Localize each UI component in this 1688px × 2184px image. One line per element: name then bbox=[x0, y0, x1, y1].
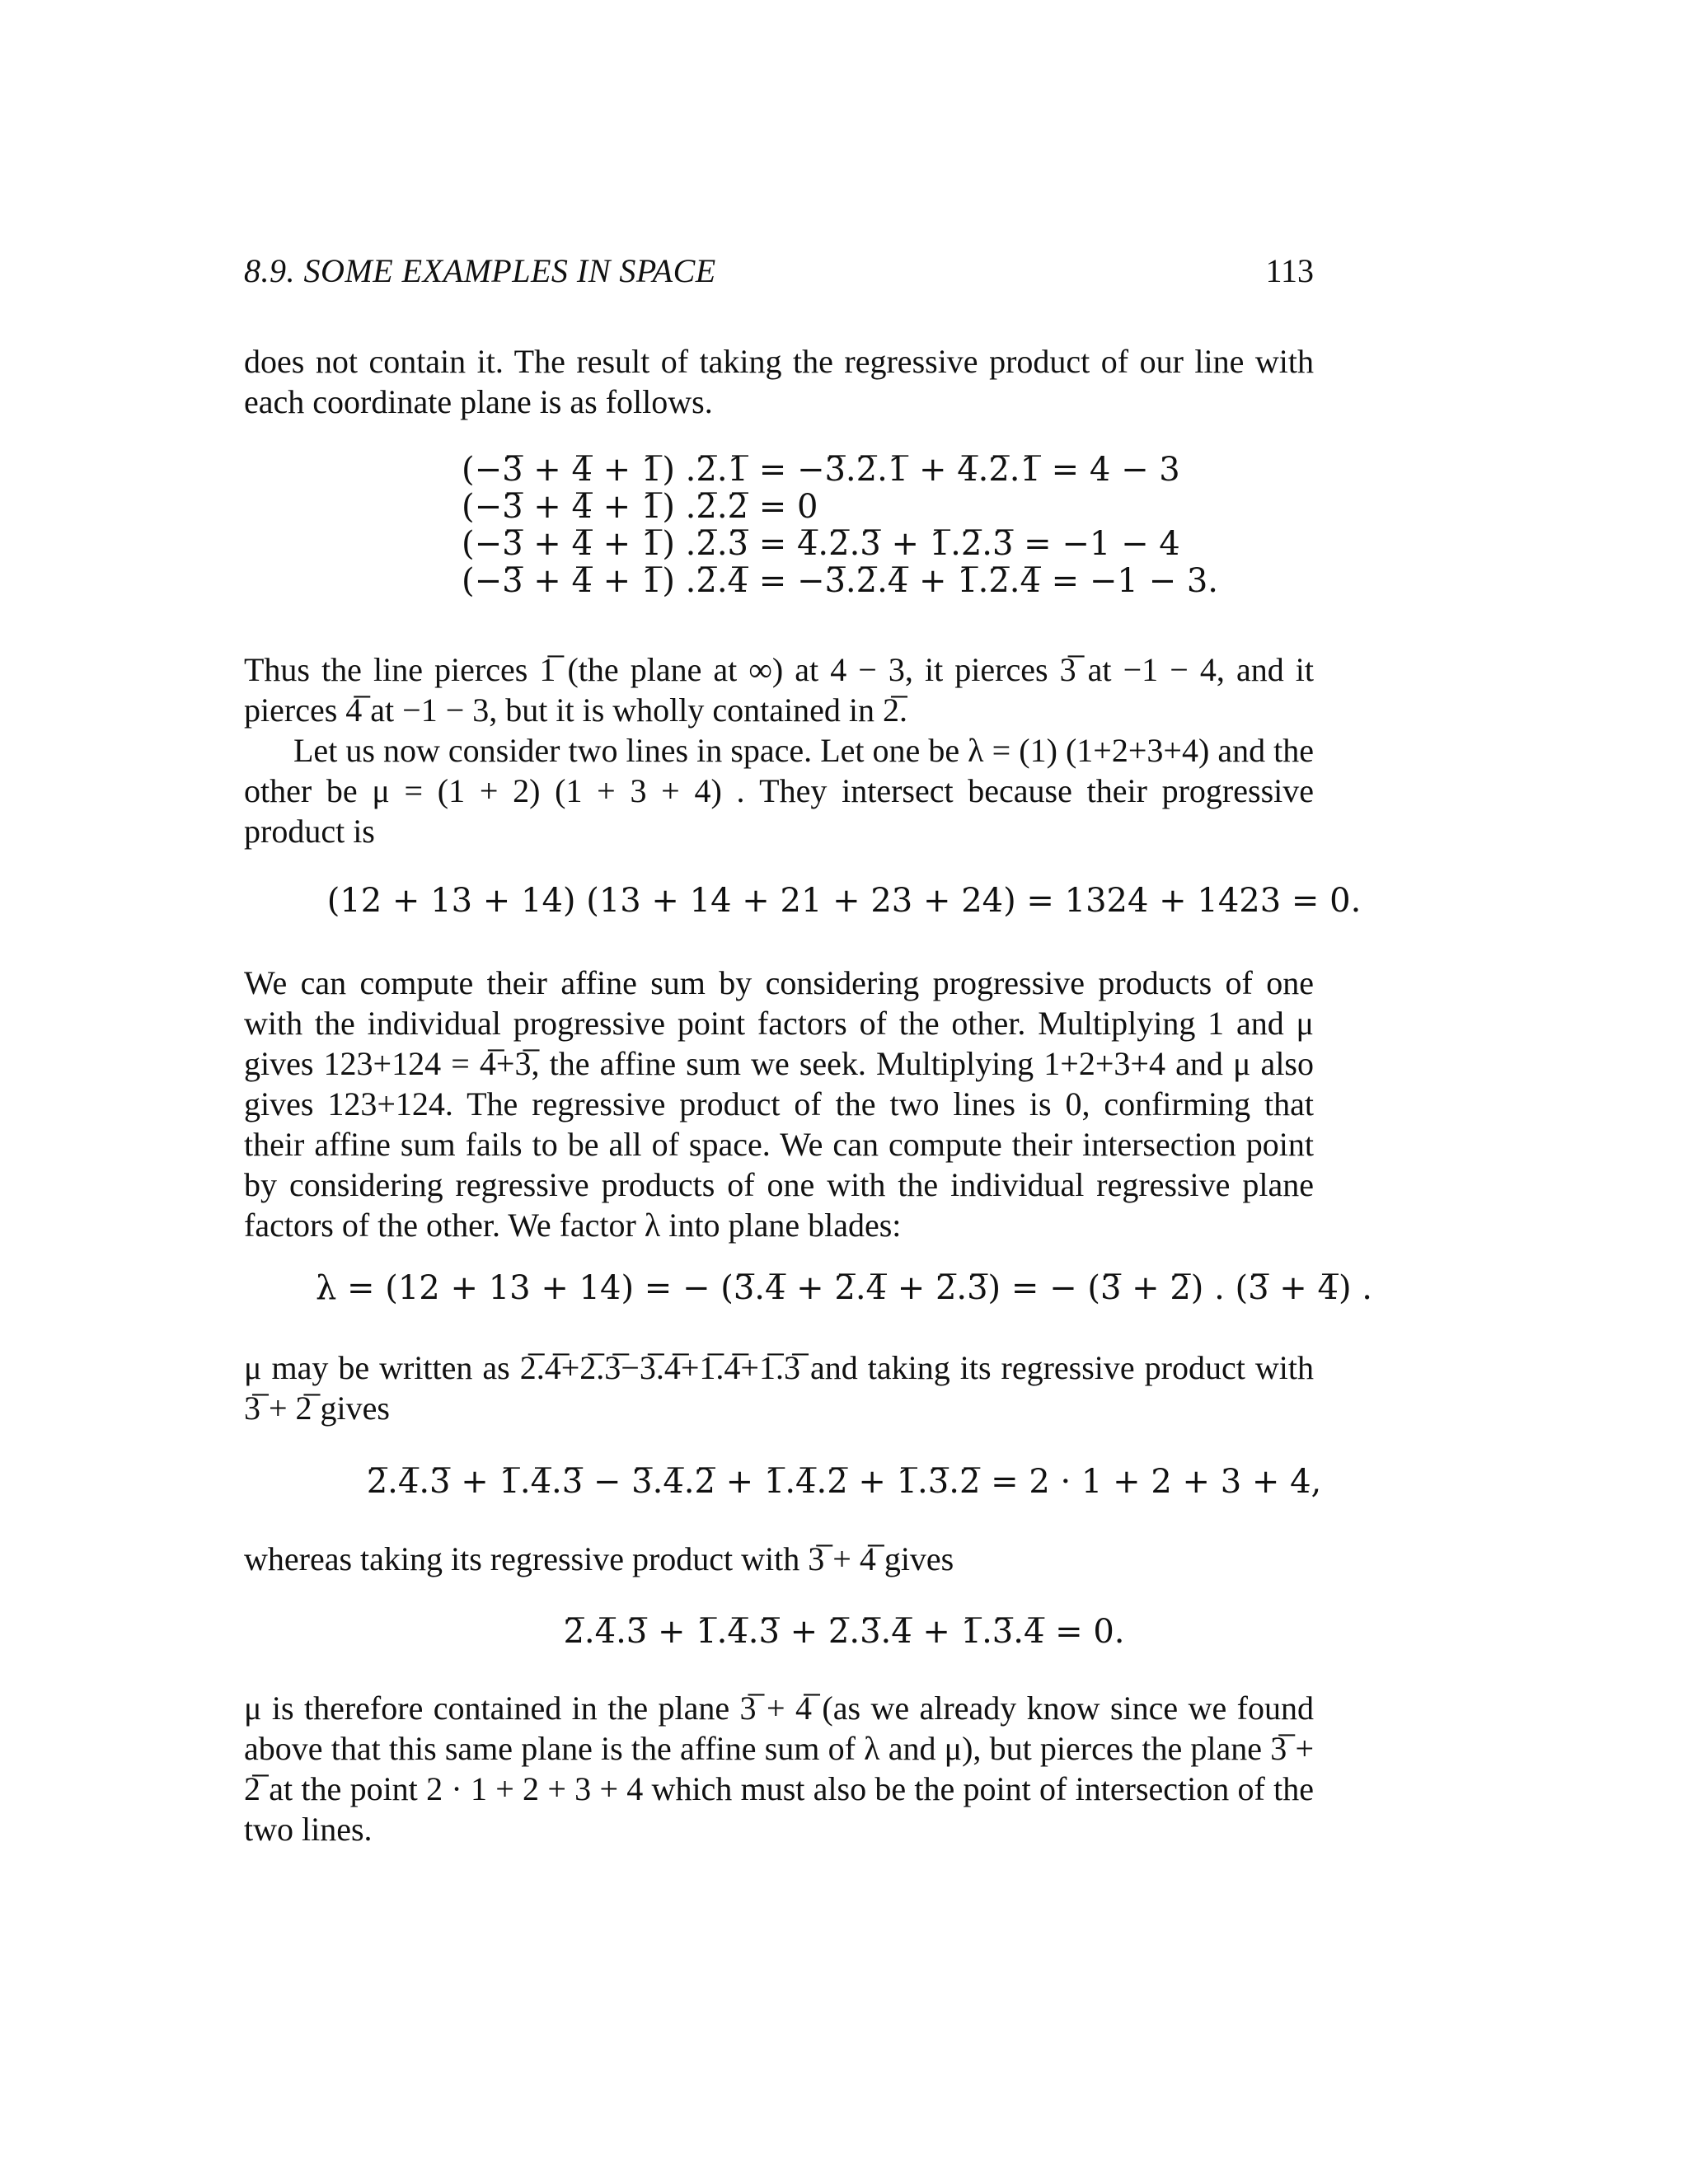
paragraph-pierces bbox=[244, 649, 1314, 851]
paragraph-conclusion: μ is therefore contained in the plane 3̅ + 4̅ (as we already know since we found above that this same plane is the affine sum of λ and μ), but pierces the plane 3̅ + 2̅ at the point 2 · 1 + 2 + 3 + 4 which must also be the point of intersection of the two lines. bbox=[244, 1690, 1314, 1848]
paragraph-affine-sum: We can compute their affine sum by considering progressive products of one with the individual progressive point factors of the other. Multiplying 1 and μ gives 123+124 = 4̅+3̅, the affine sum we seek. Multiplying 1+2+3+4 and μ also gives 123+124. The regressive product of the two lines is 0, confirming that their affine sum fails to be all of space. We can compute their intersection point by considering regressive products of one with the individual regressive plane factors of the other. We factor λ into plane blades: bbox=[244, 964, 1314, 1244]
display-equation-mu-times-3-4: 2̅.4̅.3̅ + 1̅.4̅.3̅ + 2̅.3̅.4̅ + 1̅.3̅.4̅ = 0. bbox=[563, 1613, 1125, 1651]
paragraph-pierces-text: Thus the line pierces 1̅ (the plane at ∞) at 4 − 3, it pierces 3̅ at −1 − 4, and it pierces 4̅ at −1 − 3, but it is wholly contained in 2̅. bbox=[244, 651, 1314, 729]
display-equation-progressive-product: (12 + 13 + 14) (13 + 14 + 21 + 23 + 24) = 1324 + 1423 = 0. bbox=[326, 882, 1362, 920]
equation-line: (−3̅ + 4̅ + 1̅) .2̅.1̅ = −3̅.2̅.1̅ + 4̅.2̅.1̅ = 4 − 3 bbox=[462, 451, 1180, 489]
paragraph-intro: does not contain it. The result of taking the regressive product of our line with each coordinate plane is as follows. bbox=[244, 343, 1314, 420]
paragraph-two-lines: Let us now consider two lines in space. Let one be λ = (1) (1+2+3+4) and the other be μ = (1 + 2) (1 + 3 + 4) . They intersect because their progressive product is bbox=[244, 732, 1314, 850]
display-equation-mu-times-3-2: 2̅.4̅.3̅ + 1̅.4̅.3̅ − 3̅.4̅.2̅ + 1̅.4̅.2̅ + 1̅.3̅.2̅ = 2 · 1 + 2 + 3 + 4, bbox=[366, 1463, 1322, 1501]
equation-line: (−3̅ + 4̅ + 1̅) .2̅.2̅ = 0 bbox=[462, 488, 818, 526]
coordinate-plane-equations bbox=[462, 452, 1218, 600]
paragraph-whereas: whereas taking its regressive product with 3̅ + 4̅ gives bbox=[244, 1540, 954, 1577]
paragraph-mu-written: μ may be written as 2̅.4̅+2̅.3̅−3̅.4̅+1̅.4̅+1̅.3̅ and taking its regressive product with 3̅ + 2̅ gives bbox=[244, 1349, 1314, 1427]
equation-line: (−3̅ + 4̅ + 1̅) .2̅.4̅ = −3̅.2̅.4̅ + 1̅.2̅.4̅ = −1 − 3. bbox=[462, 562, 1218, 600]
running-header-title: 8.9. SOME EXAMPLES IN SPACE bbox=[244, 252, 716, 289]
display-equation-lambda-factor: λ = (12 + 13 + 14) = − (3̅.4̅ + 2̅.4̅ + 2̅.3̅) = − (3̅ + 2̅) . (3̅ + 4̅) . bbox=[315, 1269, 1373, 1307]
equation-line: (−3̅ + 4̅ + 1̅) .2̅.3̅ = 4̅.2̅.3̅ + 1̅.2̅.3̅ = −1 − 4 bbox=[462, 525, 1180, 563]
page-number: 113 bbox=[1265, 252, 1314, 289]
